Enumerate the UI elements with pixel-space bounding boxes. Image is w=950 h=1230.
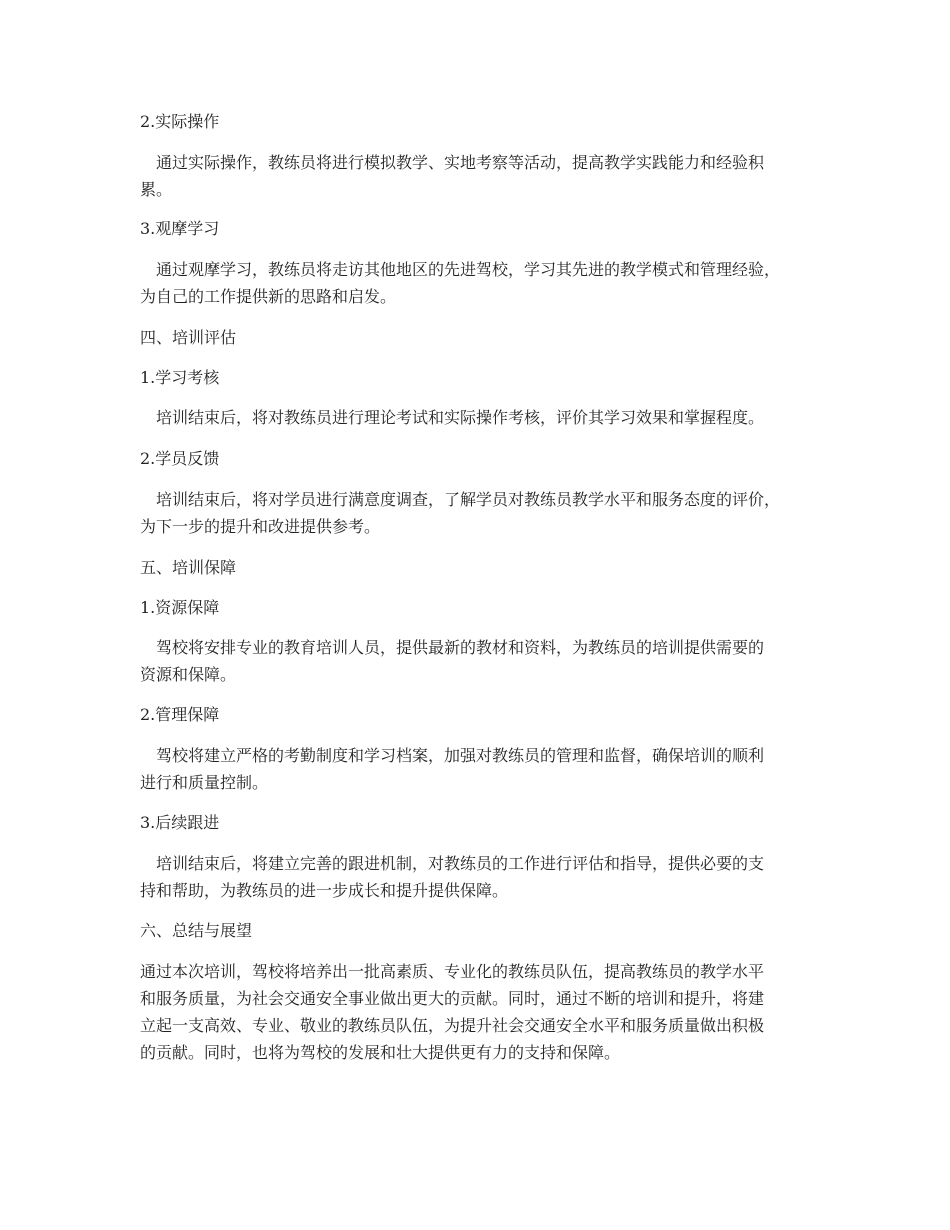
- section-heading-study-assessment: 1.学习考核: [140, 368, 220, 387]
- paragraph-line: 培训结束后，将对教练员进行理论考试和实际操作考核，评价其学习效果和掌握程度。: [156, 408, 765, 427]
- paragraph-line: 为下一步的提升和改进提供参考。: [140, 517, 381, 536]
- section-heading-follow-up: 3.后续跟进: [140, 813, 220, 832]
- paragraph-line: 通过本次培训，驾校将培养出一批高素质、专业化的教练员队伍，提高教练员的教学水平: [140, 962, 765, 981]
- paragraph-line: 进行和质量控制。: [140, 773, 269, 792]
- section-heading-practical-operation: 2.实际操作: [140, 112, 220, 131]
- paragraph-line: 持和帮助，为教练员的进一步成长和提升提供保障。: [140, 881, 509, 900]
- section-heading-management-guarantee: 2.管理保障: [140, 705, 220, 724]
- chapter-heading-training-guarantee: 五、培训保障: [140, 558, 237, 577]
- paragraph-line: 培训结束后，将对学员进行满意度调查，了解学员对教练员教学水平和服务态度的评价，: [156, 490, 781, 509]
- paragraph-line: 的贡献。同时，也将为驾校的发展和壮大提供更有力的支持和保障。: [140, 1043, 621, 1062]
- chapter-heading-summary-outlook: 六、总结与展望: [140, 921, 253, 940]
- paragraph-line: 立起一支高效、专业、敬业的教练员队伍，为提升社会交通安全水平和服务质量做出积极: [140, 1016, 765, 1035]
- paragraph-line: 培训结束后，将建立完善的跟进机制，对教练员的工作进行评估和指导，提供必要的支: [156, 854, 765, 873]
- section-heading-resource-guarantee: 1.资源保障: [140, 598, 220, 617]
- paragraph-line: 驾校将安排专业的教育培训人员，提供最新的教材和资料，为教练员的培训提供需要的: [156, 638, 765, 657]
- section-heading-observation-learning: 3.观摩学习: [140, 219, 220, 238]
- paragraph-line: 通过观摩学习，教练员将走访其他地区的先进驾校，学习其先进的教学模式和管理经验，: [156, 260, 781, 279]
- paragraph-line: 通过实际操作，教练员将进行模拟教学、实地考察等活动，提高教学实践能力和经验积: [156, 153, 765, 172]
- paragraph-line: 累。: [140, 180, 173, 199]
- paragraph-line: 和服务质量，为社会交通安全事业做出更大的贡献。同时，通过不断的培训和提升，将建: [140, 989, 765, 1008]
- paragraph-line: 驾校将建立严格的考勤制度和学习档案，加强对教练员的管理和监督，确保培训的顺利: [156, 746, 765, 765]
- paragraph-line: 为自己的工作提供新的思路和启发。: [140, 287, 397, 306]
- section-heading-student-feedback: 2.学员反馈: [140, 449, 220, 468]
- chapter-heading-training-evaluation: 四、培训评估: [140, 328, 237, 347]
- paragraph-line: 资源和保障。: [140, 665, 237, 684]
